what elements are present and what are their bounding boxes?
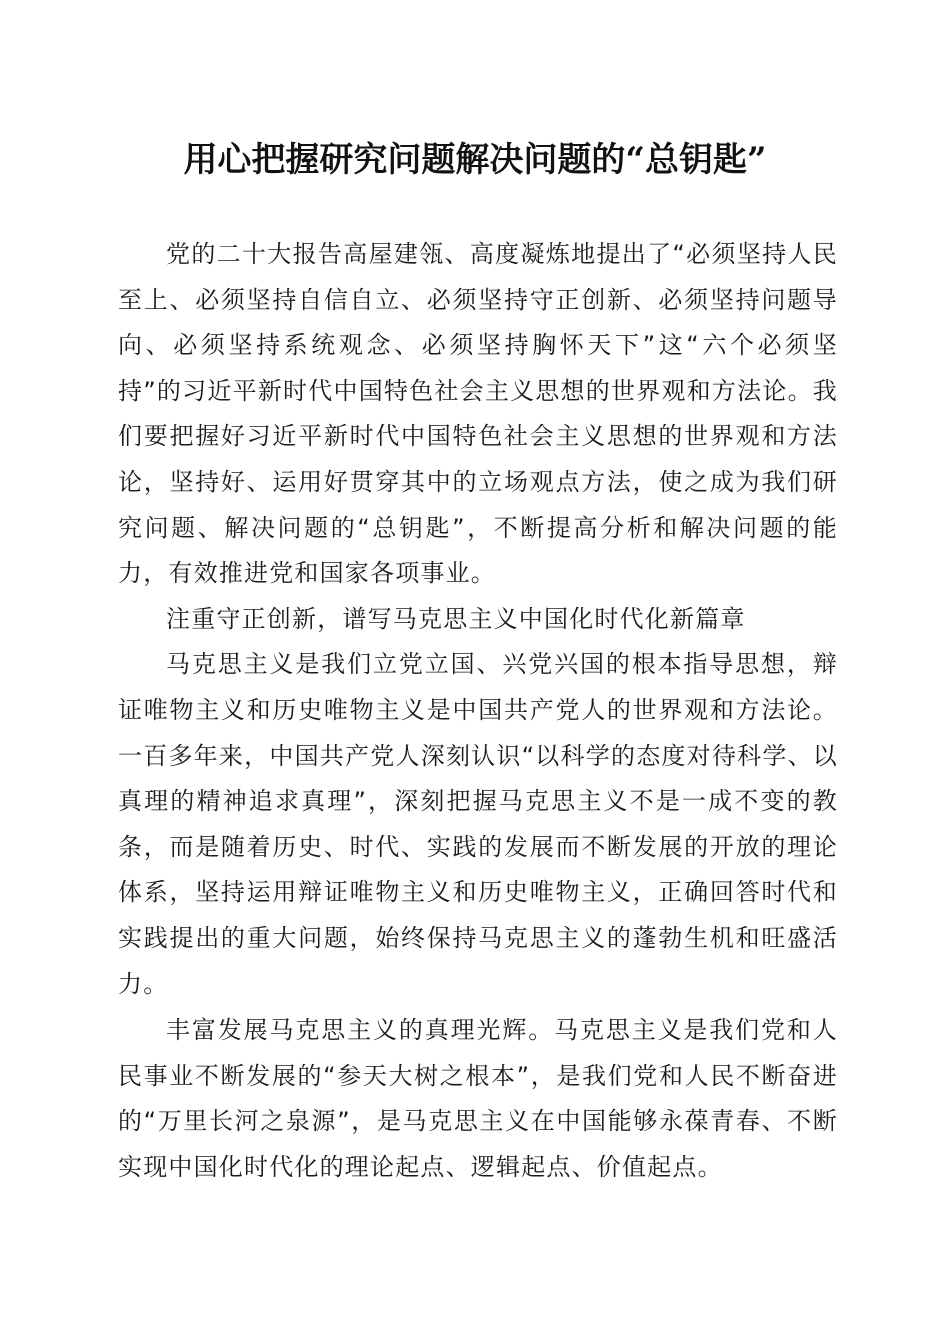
- paragraph-marxism: 马克思主义是我们立党立国、兴党兴国的根本指导思想，辩证唯物主义和历史唯物主义是中国共产党人的世界观和方法论。一百多年来，中国共产党人深刻认识“以科学的态度对待科学、以真理的精神追求真理”，深刻把握马克思主义不是一成不变的教条，而是随着历史、时代、实践的发展而不断发展的开放的理论体系，坚持运用辩证唯物主义和历史唯物主义，正确回答时代和实践提出的重大问题，始终保持马克思主义的蓬勃生机和旺盛活力。: [118, 650, 838, 998]
- paragraph-truth: 丰富发展马克思主义的真理光辉。马克思主义是我们党和人民事业不断发展的“参天大树之根本”，是我们党和人民不断奋进的“万里长河之泉源”，是马克思主义在中国能够永葆青春、不断实现中国化时代化的理论起点、逻辑起点、价值起点。: [118, 1016, 838, 1181]
- document-body: [118, 232, 838, 1190]
- section-heading: 注重守正创新，谱写马克思主义中国化时代化新篇章: [166, 604, 746, 633]
- document-title: 用心把握研究问题解决问题的“总钥匙”: [183, 140, 767, 180]
- paragraph-intro: 党的二十大报告高屋建瓴、高度凝炼地提出了“必须坚持人民至上、必须坚持自信自立、必须坚持守正创新、必须坚持问题导向、必须坚持系统观念、必须坚持胸怀天下”这“六个必须坚持”的习近平新时代中国特色社会主义思想的世界观和方法论。我们要把握好习近平新时代中国特色社会主义思想的世界观和方法论，坚持好、运用好贯穿其中的立场观点方法，使之成为我们研究问题、解决问题的“总钥匙”，不断提高分析和解决问题的能力，有效推进党和国家各项事业。: [118, 240, 838, 588]
